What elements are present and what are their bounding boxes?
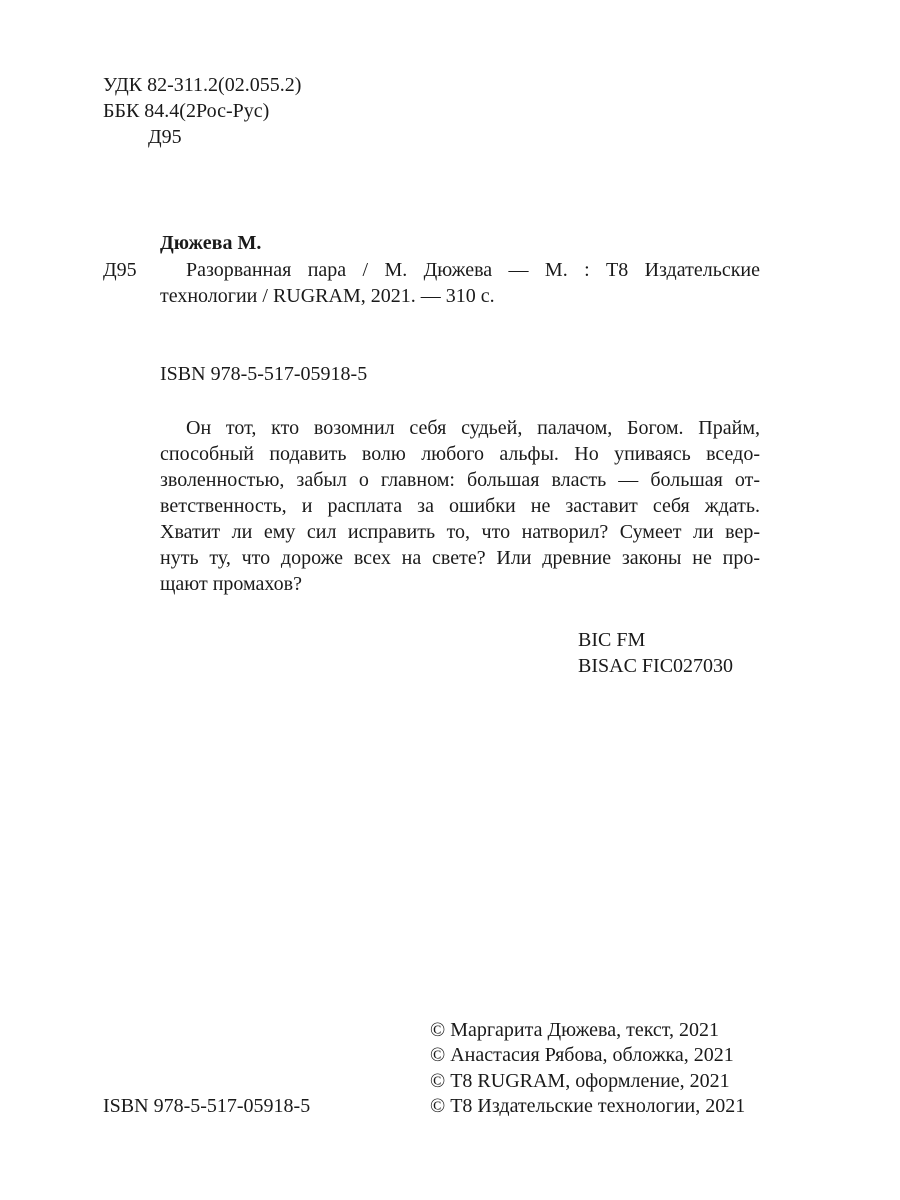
isbn: ISBN 978-5-517-05918-5	[160, 363, 368, 385]
annotation-line: зволенностью, забыл о главном: большая власть — большая от-	[160, 469, 760, 491]
author-mark: Д95	[148, 126, 182, 148]
copyright-line: © Маргарита Дюжева, текст, 2021	[430, 1019, 720, 1041]
footer-isbn: ISBN 978-5-517-05918-5	[103, 1095, 311, 1117]
copyright-line: © Т8 RUGRAM, оформление, 2021	[430, 1070, 730, 1092]
annotation-line: нуть ту, что дороже всех на свете? Или древние законы не про-	[160, 547, 760, 569]
author-name: Дюжева М.	[160, 232, 262, 254]
annotation-line: щают промахов?	[160, 573, 302, 595]
udk-code: УДК 82-311.2(02.055.2)	[103, 74, 302, 96]
bisac-code: BISAC FIC027030	[578, 655, 734, 677]
bibliographic-text: Разорванная пара / М. Дюжева — М. : Т8 Издательские	[186, 259, 760, 281]
copyright-line: © Анастасия Рябова, обложка, 2021	[430, 1044, 734, 1066]
bbk-code: ББК 84.4(2Рос-Рус)	[103, 100, 270, 122]
bic-code: BIC FM	[578, 629, 646, 651]
copyright-line: © Т8 Издательские технологии, 2021	[430, 1095, 746, 1117]
bibliographic-line-2: технологии / RUGRAM, 2021. — 310 с.	[160, 285, 495, 307]
annotation-line: ветственность, и расплата за ошибки не заставит себя ждать.	[160, 495, 760, 517]
annotation-line: способный подавить волю любого альфы. Но упиваясь вседо-	[160, 443, 760, 465]
bibliographic-line-1	[186, 257, 760, 283]
annotation-line: Он тот, кто возомнил себя судьей, палачом, Богом. Прайм,	[186, 417, 760, 439]
annotation-line: Хватит ли ему сил исправить то, что натворил? Сумеет ли вер-	[160, 521, 760, 543]
entry-author-mark: Д95	[103, 259, 137, 281]
